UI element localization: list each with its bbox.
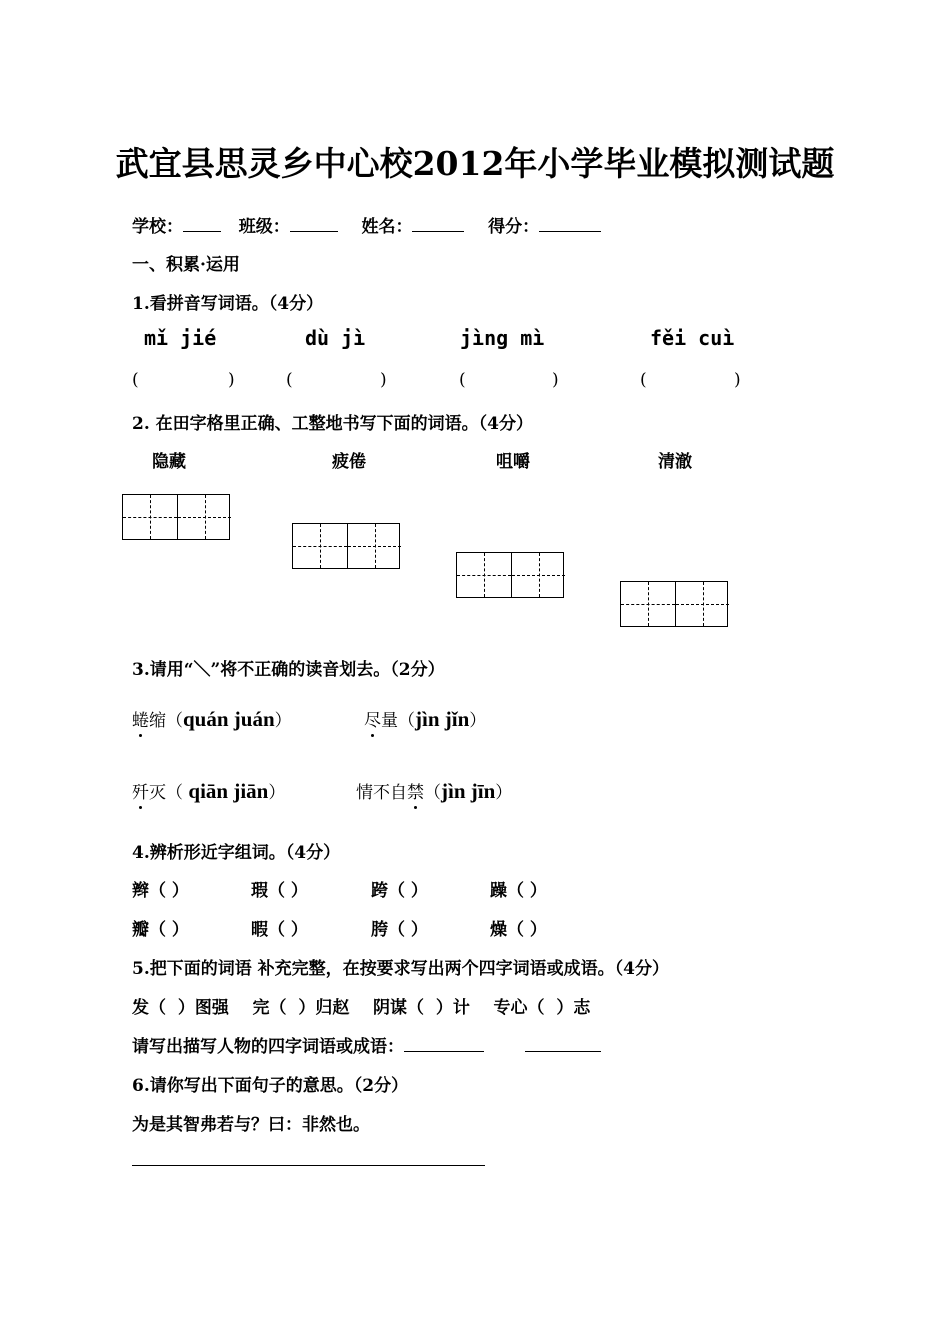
q3-pinyin: jìn jīn — [441, 779, 496, 803]
q3-item-text: 量（ — [381, 711, 415, 731]
tianzige-cell — [347, 524, 401, 568]
dotted-char: 禁 — [407, 783, 424, 803]
q1-pinyin-2: dù jì — [305, 326, 366, 350]
q3-item-3 — [132, 778, 285, 804]
q1-paren-close-3: ) — [552, 370, 559, 390]
q4-item: 暇（ ） — [251, 920, 308, 940]
q3-item-text: （ — [424, 783, 441, 803]
school-label: 学校： — [132, 217, 183, 237]
q1-pinyin-3: jìng mì — [460, 326, 545, 350]
q4-item: 瑕（ ） — [251, 881, 308, 901]
q1-paren-open-2: ( — [286, 370, 293, 390]
tianzige-grid-4[interactable] — [620, 581, 728, 627]
class-blank[interactable] — [290, 215, 338, 232]
tianzige-grid-3[interactable] — [456, 552, 564, 598]
q2-word-2: 疲倦 — [332, 452, 366, 472]
info-line — [132, 212, 601, 237]
tianzige-cell — [293, 524, 347, 568]
q5-prompt-line — [132, 1032, 601, 1057]
q2-word-4: 清澈 — [658, 452, 692, 472]
q1-paren-close-1: ) — [228, 370, 235, 390]
q5-heading: 5.把下面的词语 补充完整，在按要求写出两个四字词语或成语。（4分） — [132, 959, 669, 979]
q3-item-text: 缩（ — [149, 711, 183, 731]
q3-item-pre: 情不自 — [356, 783, 407, 803]
class-label: 班级： — [238, 217, 290, 237]
q2-word-3: 咀嚼 — [496, 452, 530, 472]
q3-heading: 3.请用“＼”将不正确的读音划去。（2分） — [132, 660, 445, 680]
q3-item-text: 灭（ — [149, 783, 189, 803]
q1-paren-open-1: ( — [132, 370, 139, 390]
q5-words: 发（ ）图强 完（ ）归赵 阴谋（ ）计 专心（ ）志 — [132, 998, 591, 1018]
dotted-char: 蜷 — [132, 711, 149, 731]
answer-line[interactable] — [132, 1165, 485, 1166]
page-title: 武宜县思灵乡中心校2012年小学毕业模拟测试题 — [115, 144, 835, 183]
q3-close: ） — [268, 783, 286, 803]
q3-item-1 — [132, 706, 292, 732]
q4-item: 辫（ ） — [132, 881, 189, 901]
q3-close: ） — [274, 711, 292, 731]
q3-close: ） — [495, 783, 513, 803]
q4-item: 跨（ ） — [371, 881, 428, 901]
q1-pinyin-4: fěi cuì — [650, 326, 735, 350]
q2-heading: 2. 在田字格里正确、工整地书写下面的词语。（4分） — [132, 414, 533, 434]
school-blank[interactable] — [183, 215, 221, 232]
q1-paren-open-4: ( — [640, 370, 647, 390]
q1-paren-close-2: ) — [380, 370, 387, 390]
q5-prompt: 请写出描写人物的四字词语或成语： — [132, 1037, 404, 1057]
q3-pinyin: jìn jǐn — [415, 707, 470, 731]
q6-heading: 6.请你写出下面句子的意思。（2分） — [132, 1076, 409, 1096]
q1-pinyin-1: mǐ jié — [144, 326, 217, 350]
answer-blank-1[interactable] — [404, 1035, 484, 1052]
tianzige-grid-2[interactable] — [292, 523, 400, 569]
q3-pinyin: qiān jiān — [188, 779, 269, 803]
tianzige-cell — [621, 582, 675, 626]
section-heading: 一、积累·运用 — [132, 255, 240, 275]
name-label: 姓名： — [361, 217, 413, 237]
q3-pinyin: quán juán — [183, 707, 275, 731]
q1-heading: 1.看拼音写词语。（4分） — [132, 294, 324, 314]
tianzige-cell — [457, 553, 511, 597]
name-blank[interactable] — [412, 215, 464, 232]
dotted-char: 歼 — [132, 783, 149, 803]
score-label: 得分： — [488, 217, 540, 237]
q1-paren-close-4: ) — [734, 370, 741, 390]
score-blank[interactable] — [539, 215, 601, 232]
q3-item-4 — [356, 778, 512, 804]
tianzige-cell — [123, 495, 177, 539]
q4-item: 躁（ ） — [490, 881, 547, 901]
q4-item: 燥（ ） — [490, 920, 547, 940]
tianzige-cell — [177, 495, 231, 539]
dotted-char: 尽 — [364, 711, 381, 731]
q4-item: 瓣（ ） — [132, 920, 189, 940]
tianzige-cell — [511, 553, 565, 597]
q4-heading: 4.辨析形近字组词。（4分） — [132, 843, 341, 863]
q2-word-1: 隐藏 — [152, 452, 186, 472]
tianzige-grid-1[interactable] — [122, 494, 230, 540]
answer-blank-2[interactable] — [525, 1035, 601, 1052]
tianzige-cell — [675, 582, 729, 626]
q4-item: 胯（ ） — [371, 920, 428, 940]
q6-sentence: 为是其智弗若与？曰：非然也。 — [132, 1115, 370, 1135]
q3-close: ） — [469, 711, 487, 731]
q1-paren-open-3: ( — [459, 370, 466, 390]
q3-item-2 — [364, 706, 486, 732]
